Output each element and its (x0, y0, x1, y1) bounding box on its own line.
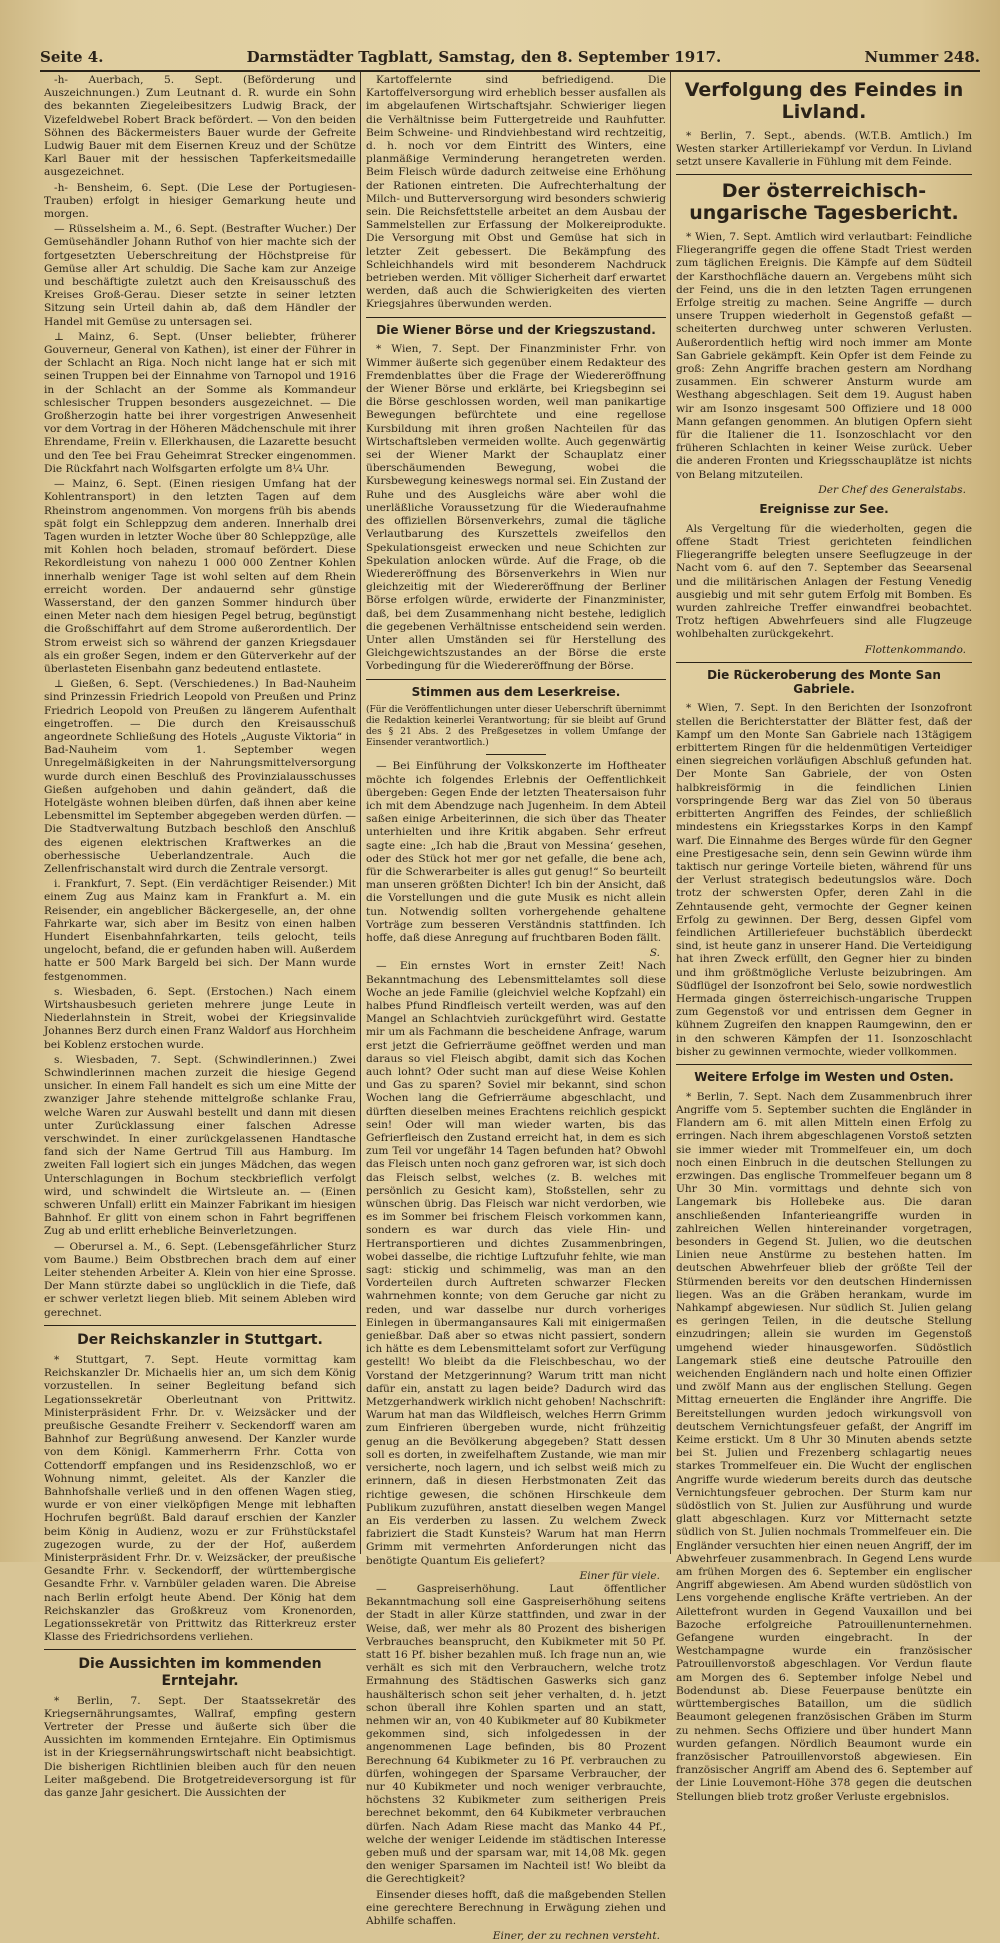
news-bensheim: -h- Bensheim, 6. Sept. (Die Lese der Portugiesen-Trauben) erfolgt in hiesiger Gemarkung heute und morgen. (44, 181, 356, 221)
issue-number: Nummer 248. (864, 48, 980, 66)
article-ernte: * Berlin, 7. Sept. Der Staatssekretär des Kriegsernährungsamtes, Wallraf, empfing gestern Vertreter der Presse und äußerte sich über die Aussichten im kommenden Erntejahre. Ein Optimismus ist in der Kriegsernährungswirtschaft nicht beabsichtigt. Die bisherigen Richtlinien bleiben auch für den neuen Leiter maßgebend. Die Brotgetreideversorgung ist für das ganze Jahr gesichert. Die Aussichten der (44, 1694, 356, 1800)
short-divider (486, 754, 546, 755)
letter-signature: Einer, der zu rechnen versteht. (492, 1930, 660, 1943)
report-oesterr: * Wien, 7. Sept. Amtlich wird verlautbart: Feindliche Fliegerangriffe gegen die offene Stadt Triest werden zum täglichen Ereignis. Die Kämpfe auf dem Südteil der Karsthochfläche dauern an. Vergebens müht sich der Feind, uns die in den letzten Tagen errungenen Erfolge streitig zu machen. Seine Angriffe — durch unsere Truppen wiederholt in Gegenstoß gefaßt — scheiterten durchweg unter schweren Verlusten. Außerordentlich heftig wird noch immer am Monte San Gabriele gekämpft. Kein Opfer ist dem Feinde zu groß: Zehn Angriffe brachen gestern am Nordhang zusammen. Ein schwerer Ansturm wurde am Westhang abgeschlagen. Seit dem 19. August haben wir am Isonzo insgesamt 500 Offiziere und 18 000 Mann gefangen genommen. An blutigen Opfern sieht für die Italiener die 11. Isonzoschlacht vor den früheren Schlachten in keiner Weise zurück. Ueber die anderen Fronten und Kriegsschauplätze ist nichts von Belang mitzuteilen. (676, 230, 972, 481)
section-divider (366, 679, 666, 680)
section-divider (44, 1325, 356, 1326)
news-frankfurt: i. Frankfurt, 7. Sept. (Ein verdächtiger Reisender.) Mit einem Zug aus Mainz kam in Frankfurt a. M. ein Reisender, ein angeblicher Bäckergeselle, an, der ohne Fahrkarte war, sich aber im Besitz von einen halben Hundert Eisenbahnfahrkarten, teils gelocht, teils ungelocht, befand, die er gefunden haben will. Außerdem hatte er 500 Mark Bargeld bei sich. Der Mann wurde festgenommen. (44, 878, 356, 983)
headline-see: Ereignisse zur See. (759, 502, 889, 517)
column-2 (366, 74, 666, 1943)
article-reichskanzler: * Stuttgart, 7. Sept. Heute vormittag kam Reichskanzler Dr. Michaelis hier an, um sich dem König vorzustellen. In seiner Begleitung befand sich Legationssekretär Oberleutnant von Prittwitz. Ministerpräsident Frhr. Dr. v. Weizsäcker und der preußische Gesandte Freiherr v. Seckendorff waren am Bahnhof zur Begrüßung anwesend. Der Kanzler wurde von dem Königl. Kammerherrn Frhr. Cotta von Cottendorff empfangen und ins Residenzschloß, wo er Wohnung nimmt, geleitet. Als der Kanzler die Bahnhofshalle verließ und in den offenen Wagen stieg, wurde er von einer vielköpfigen Menge mit lebhaften Hochrufen begrüßt. Bald darauf erschien der Kanzler beim König in Audienz, wozu er zur Frühstückstafel zugezogen wurde, zu der der Hof, außerdem Ministerpräsident Frhr. Dr. v. Weizsäcker, der preußische Gesandte Frhr. v. Seckendorff, der württembergische Gesandte Frhr. v. Varnbüler geladen waren. Die Abreise nach Berlin erfolgt heute Abend. Der König hat dem Reichskanzler das Großkreuz vom Kronenorden, Legationssekretär von Prittwitz das Ritterkreuz erster Klasse des Friedrichsordens verliehen. (44, 1353, 356, 1644)
headline-livland: Verfolgung des Feindes in Livland. (684, 79, 964, 123)
letter-gaspreis-closing: Einsender dieses hofft, daß die maßgebenden Stellen eine gerechtere Berechnung in Erwägung ziehen und Abhilfe schaffen. (366, 1888, 666, 1927)
section-divider (44, 1649, 356, 1650)
report-signature: Flottenkommando. (864, 643, 966, 656)
headline-reichskanzler: Der Reichskanzler in Stuttgart. (77, 1331, 323, 1348)
news-oberursel: — Oberursel a. M., 6. Sept. (Lebensgefährlicher Sturz vom Baume.) Beim Obstbrechen brach dem auf einer Leiter stehenden Arbeiter A. Klein von hier eine Sprosse. Der Mann stürzte dabei so unglücklich in die Tiefe, daß er schwer verletzt liegen blieb. Mit seinem Ableben wird gerechnet. (44, 1240, 356, 1319)
letter-volkskonzerte: — Bei Einführung der Volkskonzerte im Hoftheater möchte ich folgendes Erlebnis der Oeffentlichkeit übergeben: Gegen Ende der letzten Theatersaison fuhr ich mit dem Abendzuge nach Jugenheim. In dem Abteil saßen einige Arbeiterinnen, die sich über das Theater unterhielten und ihre Kritik abgaben. Sehr erfreut sagte eine: „Ich hab die ‚Braut von Messina‘ gesehen, oder des Stück hot mer gor net gefalle, die bene ach, für die Schwerarbeiter is alles gut genug!“ So beurteilt man unseren größten Dichter! Ich bin der Ansicht, daß die Vorstellungen und die gute Musik es nicht allein tun. Notwendig sollten vorhergehende gehaltene Vorträge zum besseren Verständnis stattfinden. Ich hoffe, daß diese Anregung auf fruchtbaren Boden fällt. (366, 760, 666, 944)
news-giessen: ⊥ Gießen, 6. Sept. (Verschiedenes.) In Bad-Nauheim sind Prinzessin Friedrich Leopold von Preußen und Prinz Friedrich Leopold von Preußen zu längerem Aufenthalt eingetroffen. — Die durch den Kreisausschuß angeordnete Schließung des Hotels „Auguste Viktoria“ in Bad-Nauheim vom 1. September wegen Unregelmäßigkeiten in der Nahrungsmittelversorgung wurde durch einen Beschluß des Provinzialausschusses Gießen aufgehoben und dahin geändert, daß die Hotelgäste wohnen bleiben dürfen, daß ihnen aber keine Lebensmittel im September abgegeben werden dürfen. — Die Stadtverwaltung Butzbach beschloß den Anschluß des eigenen elektrischen Kraftwerkes an die oberhessische Ueberlandzentrale. Auch die Zellenfrischanstalt wird durch die Zentrale versorgt. (44, 678, 356, 875)
headline-gabriele: Die Rückeroberung des Monte San Gabriele. (707, 667, 941, 696)
column-rule-1 (360, 72, 361, 1554)
news-mainz-kohlen: — Mainz, 6. Sept. (Einen riesigen Umfang hat der Kohlentransport) in den letzten Tagen auf dem Rheinstrom angenommen. Von morgens früh bis abends spät folgt ein Schleppzug dem anderen. Innerhalb drei Tagen wurden in letzter Woche über 80 Schleppzüge, alle mit Kohlen hoch beladen, stromauf befördert. Diese Rekordleistung von nahezu 1 000 000 Zentner Kohlen innerhalb weniger Tage ist wohl selten auf dem Rhein erreicht worden. Der andauernd sehr günstige Wasserstand, der den ganzen Sommer hindurch über einen Meter nach dem hiesigen Pegel betrug, begünstigt die Großschiffahrt auf dem Strome außerordentlich. Der Strom erweist sich so während der ganzen Kriegsdauer als ein großer Segen, indem er den Güterverkehr auf der überlasteten Eisenbahn ganz bedeutend entlastete. (44, 478, 356, 675)
section-divider (676, 662, 972, 663)
news-mainz-general: ⊥ Mainz, 6. Sept. (Unser beliebter, früherer Gouverneur, General von Kathen), ist einer der Führer in der Schlacht an Riga. Noch nicht lange hat er sich mit seinen Truppen bei der Einnahme von Tarnopol und 1916 in der Schlacht an der Somme als Kommandeur schlesischer Truppen besonders ausgezeichnet. — Die Großherzogin hatte bei ihrer vorgestrigen Anwesenheit vor dem Vortrag in der Höheren Mädchenschule mit ihrer Ehrendame, Freiin v. Ellerkhausen, die Lazarette besucht und den Tee bei Frau Geheimrat Strecker eingenommen. Die Rückfahrt nach Wolfsgarten erfolgte um 8¼ Uhr. (44, 330, 356, 475)
news-ruesselsheim: — Rüsselsheim a. M., 6. Sept. (Bestrafter Wucher.) Der Gemüsehändler Johann Ruthof von hier machte sich der fortgesetzten Ueberschreitung der Höchstpreise für Gemüse aller Art schuldig. Die Sache kam zur Anzeige und beschäftigte zuletzt auch den Kreisausschuß des Kreises Groß-Gerau. Dieser setzte in seiner letzten Sitzung sein Urteil dahin ab, daß dem Händler der Handel mit Gemüse zu untersagen sei. (44, 223, 356, 328)
masthead-rule (40, 70, 980, 72)
report-see: Als Vergeltung für die wiederholten, gegen die offene Stadt Triest gerichteten feindlichen Fliegerangriffe belegten unsere Seeflugzeuge in der Nacht vom 6. auf den 7. September das Seearsenal und die militärischen Anlagen der Festung Venedig ausgiebig und mit sehr gutem Erfolg mit Bomben. Es wurden zahlreiche Treffer einwandfrei beobachtet. Trotz heftigen Abwehrfeuers sind alle Flugzeuge wohlbehalten zurückgekehrt. (676, 522, 972, 641)
page-number: Seite 4. (40, 48, 104, 66)
letter-fleisch: — Ein ernstes Wort in ernster Zeit! Nach Bekanntmachung des Lebensmittelamtes soll diese Woche an jede Familie (gleichviel welche Kopfzahl) ein halbes Pfund Rindfleisch verteilt werden, was auf den Mangel an Schlachtvieh zurückgeführt wird. Gestatte mir um als Fachmann die bescheidene Anfrage, warum erst jetzt die Gefrierräume geöffnet werden und man daraus so viel Fleisch abgibt, damit sich das Kochen auch lohnt? Oder sucht man auf diese Weise Kohlen und Gas zu sparen? Soviel mir bekannt, sind schon Wochen lang die Gefrierräume abgeschlacht, und dürften dieselben meines Erachtens reichlich gespickt sein! Oder will man wieder warten, bis das Gefrierfleisch den Zustand erreicht hat, in dem es sich zum Teil vor ungefähr 14 Tagen befunden hat? Obwohl das Fleisch unten noch ganz gefroren war, ist sich doch das Fleisch selbst, welches (z. B. welches mit persönlich zu Gesicht kam), Stoßstellen, sehr zu wünschen übrig. Das Fleisch war nicht verdorben, wie es im Sommer bei frischem Fleisch vorkommen kann, sondern es war durch das viele Hin- und Hertransportieren und dichtes Zusammenbringen, wobei dasselbe, die richtige Luftzufuhr fehlte, wie man sagt: stickig und schimmelig, was man an den Vorderteilen durch Auftreten schwarzer Flecken wahrnehmen konnte; von dem Geruche gar nicht zu reden, und war dasselbe nur durch vorheriges Einlegen in übermangansaures Kali mit einigermaßen genießbar. Daß aber so etwas nicht passiert, sondern ich hätte es dem Lebensmittelamt sofort zur Verfügung gestellt! Wo bleibt da die Fleischbeschau, wo der Vorstand der Metzgerinnung? Warum tritt man nicht dafür ein, anstatt zu lagen beide? Dadurch wird das Metzgerhandwerk wirklich nicht gehoben! Nachschrift: Warum hat man das Wildfleisch, welches Herrn Grimm zum Einfrieren übergeben wurde, nicht frühzeitig genug an die Bevölkerung abgegeben? Statt dessen soll es dorten, in zweifelhaftem Zustande, wie man mir versicherte, noch lagern, und ich selbst weiß mich zu erinnern, daß in diesen Herbstmonaten Zeit das richtige gewesen, die schönen Hirschkeule dem Publikum zuzuführen, anstatt dieselben wegen Mangel an Eis verderben zu lassen. Zu welchem Zweck fabriziert die Stadt Kunsteis? Warum hat man Herrn Grimm mit vermehrten Anforderungen nicht das benötigte Quantum Eis geliefert? (366, 960, 666, 1567)
paper-dateline: Darmstädter Tagblatt, Samstag, den 8. September 1917. (246, 48, 722, 66)
letter-signature: S. (649, 947, 660, 960)
article-ernte-continued: Kartoffelernte sind befriedigend. Die Kartoffelversorgung wird erheblich besser ausfallen als im abgelaufenen Wirtschaftsjahr. Schwieriger liegen die Verhältnisse beim Futtergetreide und Rauhfutter. Beim Schweine- und Rindviehbestand wird rechtzeitig, d. h. noch vor dem Eintritt des Winters, eine planmäßige Verminderung herangetreten werden. Beim Fleisch würde dadurch zeitweise eine Erhöhung der Rationen eintreten. Die Aufrechterhaltung der Milch- und Butterversorgung wird besonders schwierig sein. Die Reichsfettstelle arbeitet an dem Ausbau der Sammelstellen zur Erfassung der Molkereiprodukte. Die Versorgung mit Obst und Gemüse hat sich in letzter Zeit gebessert. Die Bekämpfung des Schleichhandels wird mit besonderem Nachdruck betrieben werden. Mit völliger Sicherheit darf erwartet werden, daß auch die Schwierigkeiten des vierten Kriegsjahres überwunden werden. (366, 74, 666, 311)
headline-boerse: Die Wiener Börse und der Kriegszustand. (376, 322, 656, 337)
section-divider (676, 174, 972, 175)
headline-ernte: Die Aussichten im kommenden Erntejahr. (78, 1656, 322, 1689)
column-1 (44, 74, 356, 1800)
column-3 (676, 74, 972, 1803)
report-westen: * Berlin, 7. Sept. Nach dem Zusammenbruch ihrer Angriffe vom 5. September suchten die Engländer in Flandern am 6. mit allen Mitteln einen Erfolg zu erringen. Nach ihrem abgeschlagenen Vorstoß setzten sie immer wieder mit Trommelfeuer ein, um doch noch einen Einbruch in die deutschen Stellungen zu erzwingen. Das englische Trommelfeuer begann um 8 Uhr 30 Min. vormittags und dehnte sich von Langemark bis Hollebeke aus. Die daran anschließenden Infanterieangriffe wurden in zahlreichen Wellen hintereinander vorgetragen, besonders in Gegend St. Julien, wo die deutschen Linien neue Anstürme zu bestehen hatten. Im deutschen Abwehrfeuer blieb der größte Teil der Stürmenden bereits vor den deutschen Hindernissen liegen. Was an die Gräben herankam, wurde im Nahkampf abgewiesen. Nur südlich St. Julien gelang es geringen Teilen, in die deutsche Stellung einzudringen; allein sie wurden im Gegenstoß umgehend wieder hinausgeworfen. Südöstlich Langemark stieß eine deutsche Patrouille den weichenden Engländern nach und holte einen Offizier und zwölf Mann aus der englischen Stellung. Gegen Mittag erneuerten die Engländer ihre Angriffe. Die Bereitstellungen wurden jedoch wirkungsvoll von deutschem Vernichtungsfeuer gefaßt, der Angriff im Keime erstickt. Um 8 Uhr 30 Minuten abends setzte bei St. Julien und Frezenberg schlagartig neues starkes Trommelfeuer ein. Die Wucht der englischen Angriffe wurde wiederum bereits durch das deutsche Vernichtungsfeuer gebrochen. Der Sturm kam nur südöstlich von St. Julien zur Ausführung und wurde glatt abgeschlagen. Kurz vor Mitternacht setzte südlich von St. Julien nochmals Trommelfeuer ein. Die Engländer versuchten hier einen neuen Angriff, der im Abwehrfeuer zusammenbrach. In Gegend Lens wurde am frühen Morgen des 6. September ein englischer Angriff abgewiesen. Am Abend wurden südöstlich von Lens vorgehende englische Kräfte vertrieben. An der Ailettefront wurden in Gegend Vauxaillon und bei Bazoche erfolgreiche Patrouillenunternehmen. Gefangene wurden eingebracht. In der Westchampagne wurde ein französischer Patrouillenvorstoß abgeschlagen. Vor Verdun flaute am Morgen des 6. September infolge Nebel und Bodendunst ab. Diese Feuerpause benützte ein württembergisches Bataillon, um die südlich Beaumont gelegenen französischen Gräben im Sturm zu nehmen. Sechs Offiziere und über hundert Mann wurden gefangen. Nördlich Beaumont wurde ein französischer Patrouillenvorstoß abgewiesen. Ein französischer Angriff am Abend des 6. September auf der Linie Louvemont-Höhe 378 gegen die deutschen Stellungen blieb trotz großer Verluste ergebnislos. (676, 1090, 972, 1803)
report-livland: * Berlin, 7. Sept., abends. (W.T.B. Amtlich.) Im Westen starker Artilleriekampf vor Verdun. In Livland setzt unsere Kavallerie in Fühlung mit dem Feinde. (676, 129, 972, 169)
news-auerbach: -h- Auerbach, 5. Sept. (Beförderung und Auszeichnungen.) Zum Leutnant d. R. wurde ein Sohn des bekannten Ziegeleibesitzers Ludwig Brack, der Vizefeldwebel Robert Brack befördert. — Von den beiden Söhnen des Bäckermeisters Bauer wurde der Gefreite Ludwig Bauer mit dem Eisernen Kreuz und der Schütze Karl Bauer mit der hessischen Tapferkeitsmedaille ausgezeichnet. (44, 74, 356, 179)
news-wiesbaden-schwindler: s. Wiesbaden, 7. Sept. (Schwindlerinnen.) Zwei Schwindlerinnen machen zurzeit die hiesige Gegend unsicher. In einem Fall handelt es sich um eine Mitte der zwanziger Jahre stehende mittelgroße schlanke Frau, welche Waren zur Auswahl bestellt und dann mit diesen unter Zurücklassung einer falschen Adresse verschwindet. In einer zurückgelassenen Handtasche fand sich der Name Gertrud Till aus Hamburg. Im zweiten Fall logiert sich ein junges Mädchen, das wegen Unterschlagungen in Bochum steckbrieflich verfolgt wird, und schwindelt die Wirtsleute an. — (Einen schweren Unfall) erlitt ein Mainzer Fabrikant im hiesigen Bahnhof. Er glitt von einem schon in Fahrt begriffenen Zug ab und erlitt erhebliche Beinverletzungen. (44, 1053, 356, 1238)
report-gabriele: * Wien, 7. Sept. In den Berichten der Isonzofront stellen die Berichterstatter der Blätter fest, daß der Kampf um den Monte San Gabriele nach 13tägigem erbittertem Ringen für die heldenmütigen Verteidiger einen siegreichen vorläufigen Abschluß gefunden hat. Der Monte San Gabriele, der von Osten halbkreisförmig in die feindlichen Linien vorspringende Berg war das Ziel von 50 überaus erbitterten Angriffen des Feindes, der schließlich mindestens ein Kriegsstarkes Korps in den Kampf warf. Die Einnahme des Berges würde für den Gegner eine Prestigesache sein, denn sein Gewinn würde ihm taktisch nur geringe Vorteile bieten, während für uns der Verlust strategisch bedeutungslos wäre. Doch trotz der schwersten Opfer, deren Zahl in die Zehntausende geht, vermochte der Gegner keinen Erfolg zu gewinnen. Der Berg, dessen Gipfel vom feindlichen Artilleriefeuer buchstäblich überdeckt sind, ist heute ganz in unserer Hand. Die Verteidigung hat ihren Zweck erfüllt, den Gegner hier zu binden und ihm größtmögliche Verluste beizubringen. Am Südflügel der Isonzofront bei Selo, sowie nordwestlich Hermada gingen österreichisch-ungarische Truppen zum Gegenstoß vor und entrissen dem Gegner in kühnem Zugreifen den knappen Raumgewinn, den er in den schweren Kämpfen der 11. Isonzoschlacht bisher zu gewinnen vermochte, wieder vollkommen. (676, 702, 972, 1058)
letter-gaspreis: — Gaspreiserhöhung. Laut öffentlicher Bekanntmachung soll eine Gaspreiserhöhung seitens der Stadt in aller Kürze stattfinden, und zwar in der Weise, daß, wer mehr als 80 Prozent des bisherigen Verbrauches beansprucht, den Kubikmeter mit 50 Pf. statt 16 Pf. bisher bezahlen muß. Ich frage nun an, wie verhält es sich mit den Verbrauchern, welche trotz Ermahnung des Städtischen Gaswerks sich ganz haushälterisch schon seit jeher verhalten, d. h. jetzt schon überall ihre Kohlen sparten und an statt, nehmen wir an, von 40 Kubikmeter auf 80 Kubikmeter gekommen sind, sich infolgedessen in der angenommenen Lage befinden, bis 80 Prozent Berechnung 64 Kubikmeter zu 16 Pf. verbrauchen zu dürfen, wohingegen der Sparsame Verbraucher, der nur 40 Kubikmeter und noch weniger verbrauchte, höchstens 32 Kubikmeter zum seitherigen Preis berechnet bekommt, den 64 Kubikmeter verbrauchen dürfen. Nach Adam Riese macht das Manko 44 Pf., welche der weniger Leidende im städtischen Interesse geben muß und der sparsam war, mit 14,08 Mk. gegen den weniger Sparsamen im Nachteil ist! Wo bleibt da die Gerechtigkeit? (366, 1582, 666, 1886)
editorial-note: (Für die Veröffentlichungen unter dieser Ueberschrift übernimmt die Redaktion keinerlei Verantwortung; für sie bleibt auf Grund des § 21 Abs. 2 des Preßgesetzes in vollem Umfange der Einsender verantwortlich.) (366, 705, 666, 749)
section-divider (676, 1064, 972, 1065)
headline-westen: Weitere Erfolge im Westen und Osten. (694, 1069, 954, 1084)
news-wiesbaden-erstochen: s. Wiesbaden, 6. Sept. (Erstochen.) Nach einem Wirtshausbesuch gerieten mehrere junge Leute in Niederlahnstein in Streit, wobei der Kriegsinvalide Johannes Berz durch einen Franz Waldorf aus Horchheim bei Koblenz erstochen wurde. (44, 985, 356, 1051)
masthead (40, 44, 980, 70)
headline-leserkreis: Stimmen aus dem Leserkreise. (411, 684, 621, 699)
letter-signature: Einer für viele. (579, 1569, 660, 1582)
headline-oesterr: Der österreichisch-ungarische Tagesbericht. (689, 180, 959, 225)
report-signature: Der Chef des Generalstabs. (818, 483, 966, 496)
section-divider (366, 317, 666, 318)
column-rule-2 (670, 72, 671, 1554)
article-boerse: * Wien, 7. Sept. Der Finanzminister Frhr. von Wimmer äußerte sich gegenüber einem Redakteur des Fremdenblattes über die Frage der Wiedereröffnung der Wiener Börse und erklärte, bei Kriegsbeginn sei die Börse geschlossen worden, weil man panikartige Bewegungen befürchtete und eine regellose Kursbildung mit ihren großen Nachteilen für das Wirtschaftsleben vermeiden wollte. Auch gegenwärtig sei der Wiener Markt der Schauplatz einer überschäumenden Bewegung, wobei die Kursbewegung keineswegs normal sei. Ein Zustand der Ruhe und des Ausgleichs wäre aber wohl die unerläßliche Voraussetzung für die Wiederaufnahme des offiziellen Börsenverkehrs, zumal die tägliche Verlautbarung des Kurszettels zweifellos den Spekulationsgeist erwecken und neue Schichten zur Spekulation anlocken würde. Auf die Frage, ob die Wiedereröffnung des Börsenverkehrs in Wien nur gleichzeitig mit der Wiedereröffnung der Berliner Börse erfolgen würde, erwiderte der Finanzminister, daß, bei dem Zusammenhang nicht bestehe, lediglich die gegebenen Verhältnisse entscheidend sein werden. Unter allen Umständen sei für Herstellung des Gleichgewichtszustandes an der Börse die erste Vorbedingung für die Wiedereröffnung der Börse. (366, 343, 666, 673)
